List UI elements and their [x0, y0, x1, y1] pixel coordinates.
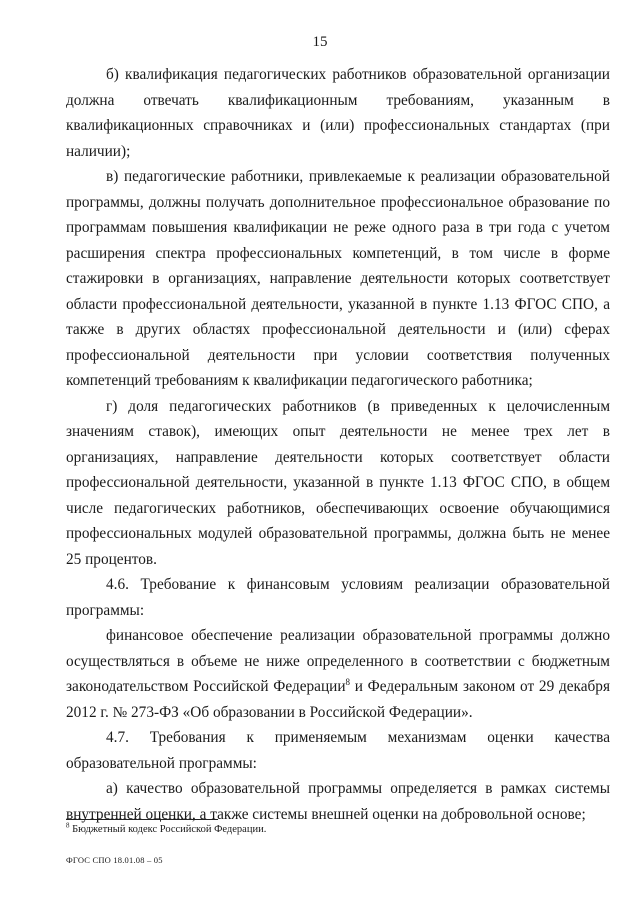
footnote-text: Бюджетный кодекс Российской Федерации. — [69, 824, 267, 835]
paragraph-staff-share: г) доля педагогических работников (в приведенных к целочисленным значениям ставок), имеющих опыт деятельности не менее трех лет в организациях, направление деятельности которых соответствует области профессиональной деятельности, указанной в пункте 1.13 ФГОС СПО, в общем числе педагогических работников, обеспечивающих освоение обучающимися профессиональных модулей образовательной программы, должна быть не менее 25 процентов. — [66, 397, 610, 568]
footnote-reference: 8 — [345, 676, 351, 687]
paragraph-professional-development: в) педагогические работники, привлекаемые к реализации образовательной программы, должны получать дополнительное профессиональное образование по программам повышения квалификации не реже одного раза в три года с учетом расширения спектра профессиональных компетенций, в том числе в форме стажировки в организациях, направление деятельности которых соответствует области профессиональной деятельности, указанной в пункте 1.13 ФГОС СПО, а также в других областях профессиональной деятельности и (или) сферах профессиональной деятельности при условии соответствия полученных компетенций требованиям к квалификации педагогического работника; — [66, 168, 610, 389]
financing-text-end: и Федеральным законом от 29 декабря 2012 г. № 273-ФЗ «Об образовании в Российской Федерации». — [66, 678, 610, 721]
paragraph-qualification: б) квалификация педагогических работников образовательной организации должна отвечать квалификационным требованиям, указанным в квалификационных справочниках и (или) профессиональных стандартах (при наличии); — [66, 66, 610, 160]
paragraph-section-4-7: 4.7. Требования к применяемым механизмам оценки качества образовательной программы: — [66, 729, 610, 772]
document-code: ФГОС СПО 18.01.08 – 05 — [66, 855, 163, 865]
financing-text-start: финансовое обеспечение реализации образовательной программы должно осуществляться в объеме не ниже определенного в соответствии с бюджетным законодательством Российской Федерации — [66, 627, 610, 695]
footnote-divider — [66, 819, 218, 820]
paragraph-section-4-6: 4.6. Требование к финансовым условиям реализации образовательной программы: — [66, 576, 610, 619]
paragraph-quality-assessment: а) качество образовательной программы определяется в рамках системы внутренней оценки, а также системы внешней оценки на добровольной основе; — [66, 780, 610, 823]
footnote-mark: 8 — [66, 821, 70, 830]
paragraph-financing — [66, 623, 610, 725]
page-number: 15 — [312, 34, 328, 50]
footnote — [66, 823, 266, 837]
body-text — [66, 62, 610, 827]
